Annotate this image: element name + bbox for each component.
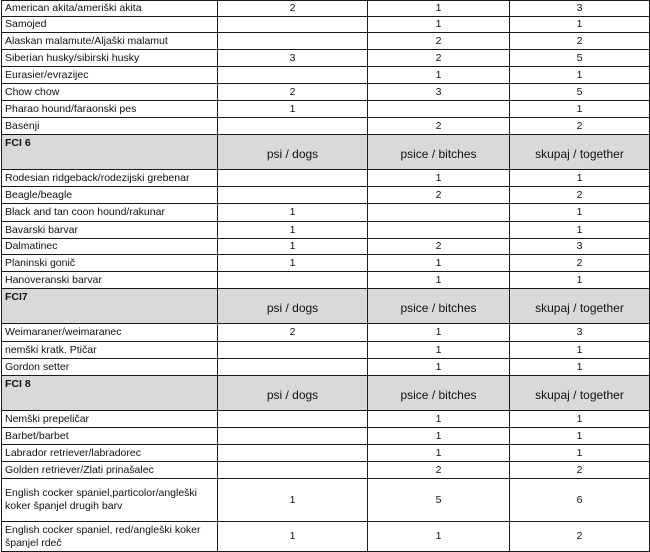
- together-column-header: skupaj / together: [510, 376, 650, 411]
- group-label: FCI7: [2, 289, 218, 324]
- together-count-cell: 2: [510, 187, 650, 204]
- breed-row: [2, 479, 650, 522]
- breed-name-cell: Weimaraner/weimaranec: [2, 324, 218, 342]
- breed-name-cell: Dalmatinec: [2, 239, 218, 255]
- breed-row: [2, 170, 650, 187]
- bitches-count-cell: 1: [368, 522, 510, 552]
- dogs-count-cell: 1: [218, 479, 368, 522]
- breed-row: [2, 342, 650, 359]
- together-count-cell: 2: [510, 522, 650, 552]
- dogs-count-cell: 1: [218, 101, 368, 118]
- together-count-cell: 2: [510, 255, 650, 272]
- bitches-count-cell: 1: [368, 17, 510, 33]
- dogs-count-cell: [218, 411, 368, 428]
- breed-name-cell: Alaskan malamute/Aljaški malamut: [2, 33, 218, 50]
- together-count-cell: 5: [510, 84, 650, 101]
- bitches-count-cell: 1: [368, 428, 510, 445]
- breed-name-cell: Eurasier/evrazijec: [2, 67, 218, 84]
- together-count-cell: 1: [510, 359, 650, 376]
- breed-row: [2, 462, 650, 479]
- dogs-count-cell: [218, 272, 368, 289]
- breed-results-table: [1, 0, 650, 552]
- breed-name-cell: Golden retriever/Zlati prinašalec: [2, 462, 218, 479]
- together-column-header: skupaj / together: [510, 135, 650, 170]
- together-count-cell: 1: [510, 272, 650, 289]
- bitches-count-cell: 1: [368, 324, 510, 342]
- dogs-count-cell: [218, 17, 368, 33]
- together-count-cell: 1: [510, 342, 650, 359]
- dogs-count-cell: 3: [218, 50, 368, 67]
- breed-row: [2, 187, 650, 204]
- breed-name-cell: Beagle/beagle: [2, 187, 218, 204]
- breed-row: [2, 359, 650, 376]
- dogs-count-cell: [218, 428, 368, 445]
- bitches-count-cell: 1: [368, 445, 510, 462]
- dogs-count-cell: 2: [218, 324, 368, 342]
- bitches-count-cell: 2: [368, 118, 510, 135]
- breed-name-cell: Gordon setter: [2, 359, 218, 376]
- bitches-count-cell: 3: [368, 84, 510, 101]
- together-count-cell: 3: [510, 1, 650, 17]
- breed-name-cell: Pharao hound/faraonski pes: [2, 101, 218, 118]
- breed-row: [2, 1, 650, 17]
- together-count-cell: 1: [510, 17, 650, 33]
- dogs-count-cell: [218, 342, 368, 359]
- breed-name-cell: nemški kratk. Ptičar: [2, 342, 218, 359]
- breed-name-cell: Basenji: [2, 118, 218, 135]
- bitches-column-header: psice / bitches: [368, 376, 510, 411]
- group-header-row: [2, 376, 650, 411]
- breed-name-cell: Siberian husky/sibirski husky: [2, 50, 218, 67]
- breed-name-cell: Planinski gonič: [2, 255, 218, 272]
- breed-row: [2, 33, 650, 50]
- bitches-count-cell: 2: [368, 187, 510, 204]
- breed-row: [2, 101, 650, 118]
- bitches-count-cell: 2: [368, 33, 510, 50]
- breed-name-cell: Labrador retriever/labradorec: [2, 445, 218, 462]
- dogs-column-header: psi / dogs: [218, 376, 368, 411]
- dogs-column-header: psi / dogs: [218, 289, 368, 324]
- breed-row: [2, 411, 650, 428]
- dogs-count-cell: 1: [218, 204, 368, 222]
- breed-name-cell: Hanoveranski barvar: [2, 272, 218, 289]
- breed-row: [2, 118, 650, 135]
- breed-row: [2, 67, 650, 84]
- together-count-cell: 1: [510, 204, 650, 222]
- dogs-count-cell: [218, 170, 368, 187]
- breed-row: [2, 428, 650, 445]
- together-count-cell: 1: [510, 428, 650, 445]
- group-label: FCI 8: [2, 376, 218, 411]
- bitches-count-cell: 1: [368, 170, 510, 187]
- breed-name-cell: English cocker spaniel, red/angleški koker španjel rdeč: [2, 522, 218, 552]
- bitches-column-header: psice / bitches: [368, 135, 510, 170]
- dogs-count-cell: [218, 462, 368, 479]
- together-count-cell: 1: [510, 170, 650, 187]
- breed-row: [2, 324, 650, 342]
- together-count-cell: 1: [510, 101, 650, 118]
- together-count-cell: 2: [510, 118, 650, 135]
- bitches-count-cell: 1: [368, 359, 510, 376]
- together-count-cell: 3: [510, 239, 650, 255]
- dogs-count-cell: 2: [218, 84, 368, 101]
- dogs-count-cell: [218, 445, 368, 462]
- together-count-cell: 5: [510, 50, 650, 67]
- dogs-count-cell: 1: [218, 255, 368, 272]
- breed-row: [2, 222, 650, 239]
- bitches-count-cell: 1: [368, 411, 510, 428]
- dogs-count-cell: 1: [218, 222, 368, 239]
- breed-row: [2, 84, 650, 101]
- together-count-cell: 1: [510, 445, 650, 462]
- breed-row: [2, 445, 650, 462]
- dogs-count-cell: 1: [218, 522, 368, 552]
- breed-row: [2, 204, 650, 222]
- breed-row: [2, 17, 650, 33]
- dogs-count-cell: 2: [218, 1, 368, 17]
- dogs-count-cell: [218, 187, 368, 204]
- bitches-count-cell: 2: [368, 462, 510, 479]
- breed-name-cell: Samojed: [2, 17, 218, 33]
- group-header-row: [2, 289, 650, 324]
- breed-name-cell: Chow chow: [2, 84, 218, 101]
- breed-name-cell: Barbet/barbet: [2, 428, 218, 445]
- breed-name-cell: Rodesian ridgeback/rodezijski grebenar: [2, 170, 218, 187]
- breed-row: [2, 272, 650, 289]
- bitches-count-cell: 1: [368, 67, 510, 84]
- together-count-cell: 1: [510, 411, 650, 428]
- together-count-cell: 2: [510, 33, 650, 50]
- breed-row: [2, 50, 650, 67]
- breed-name-cell: Bavarski barvar: [2, 222, 218, 239]
- group-header-row: [2, 135, 650, 170]
- together-column-header: skupaj / together: [510, 289, 650, 324]
- breed-row: [2, 239, 650, 255]
- together-count-cell: 3: [510, 324, 650, 342]
- breed-row: [2, 522, 650, 552]
- group-label: FCI 6: [2, 135, 218, 170]
- dogs-column-header: psi / dogs: [218, 135, 368, 170]
- breed-name-cell: American akita/ameriški akita: [2, 1, 218, 17]
- together-count-cell: 6: [510, 479, 650, 522]
- table-body: [2, 1, 650, 552]
- dogs-count-cell: 1: [218, 239, 368, 255]
- bitches-count-cell: [368, 101, 510, 118]
- bitches-count-cell: 1: [368, 255, 510, 272]
- bitches-count-cell: 1: [368, 342, 510, 359]
- dogs-count-cell: [218, 67, 368, 84]
- bitches-count-cell: 2: [368, 50, 510, 67]
- breed-name-cell: Black and tan coon hound/rakunar: [2, 204, 218, 222]
- bitches-count-cell: [368, 222, 510, 239]
- dogs-count-cell: [218, 33, 368, 50]
- dogs-count-cell: [218, 359, 368, 376]
- together-count-cell: 1: [510, 222, 650, 239]
- bitches-column-header: psice / bitches: [368, 289, 510, 324]
- breed-name-cell: Nemški prepeličar: [2, 411, 218, 428]
- breed-row: [2, 255, 650, 272]
- together-count-cell: 1: [510, 67, 650, 84]
- breed-name-cell: English cocker spaniel,particolor/angleški koker španjel drugih barv: [2, 479, 218, 522]
- bitches-count-cell: 5: [368, 479, 510, 522]
- bitches-count-cell: [368, 204, 510, 222]
- bitches-count-cell: 2: [368, 239, 510, 255]
- dogs-count-cell: [218, 118, 368, 135]
- bitches-count-cell: 1: [368, 272, 510, 289]
- bitches-count-cell: 1: [368, 1, 510, 17]
- together-count-cell: 2: [510, 462, 650, 479]
